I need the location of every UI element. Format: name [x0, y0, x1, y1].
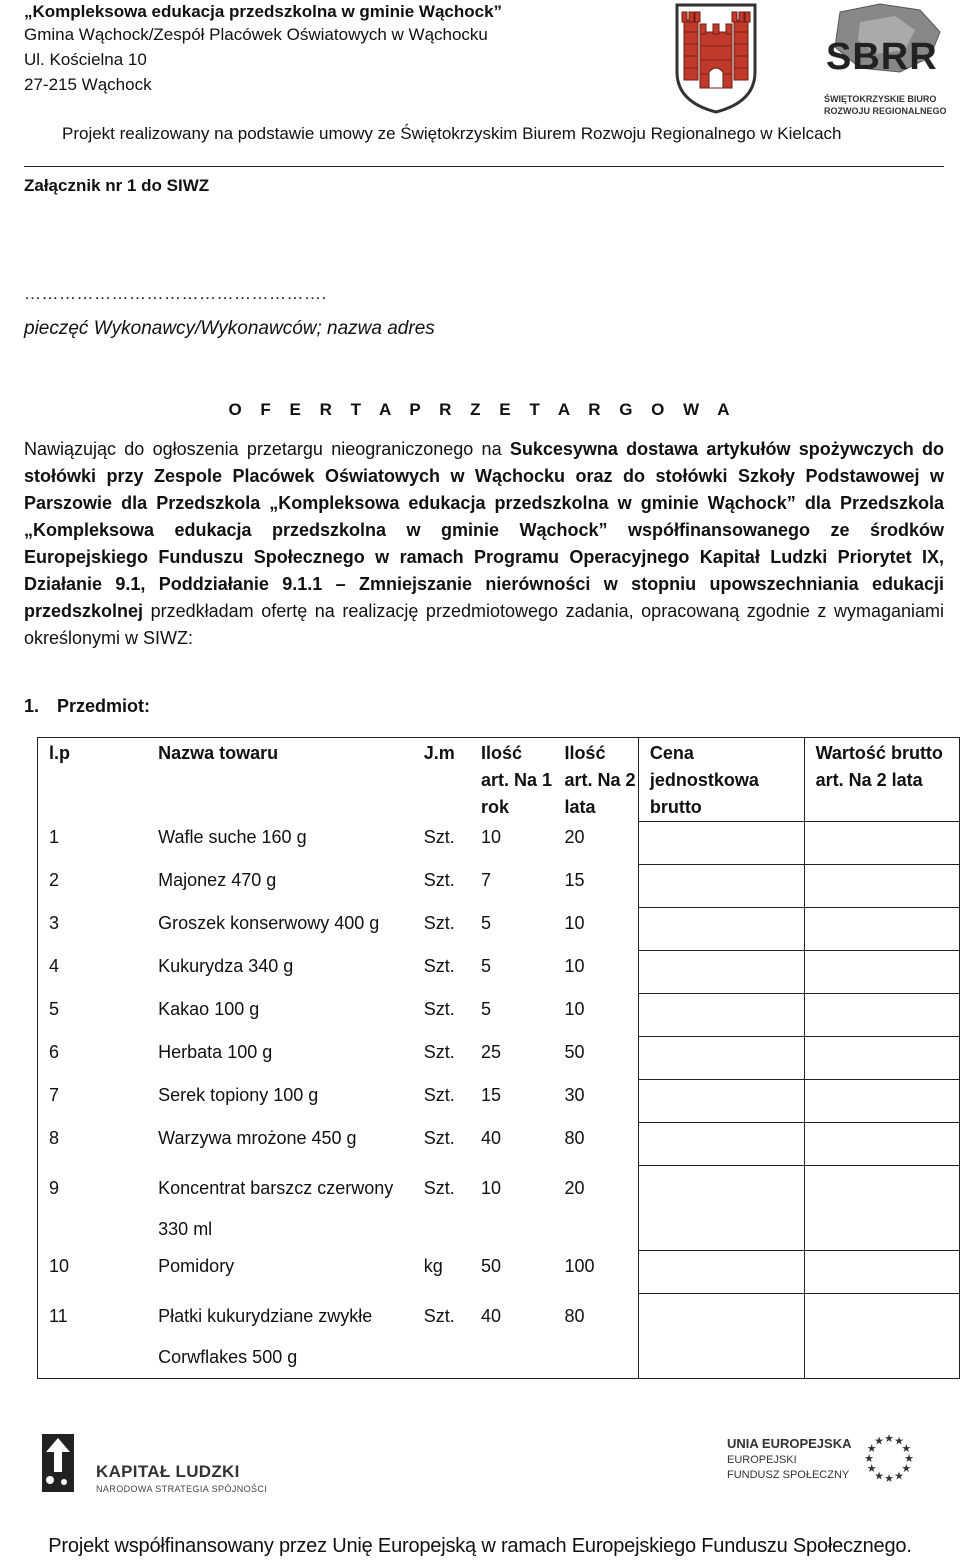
total-value-cell [804, 865, 959, 908]
goods-table [37, 737, 960, 1379]
cell-q2: 100 [564, 1255, 595, 1276]
eu-stars-icon [858, 1432, 920, 1489]
table-row [38, 1251, 960, 1294]
unit-price-cell [638, 865, 804, 908]
kapital-ludzki-logo-icon [36, 1432, 80, 1501]
table-row [38, 951, 960, 994]
header-street: Ul. Kościelna 10 [24, 50, 147, 69]
unit-price-cell [638, 1251, 804, 1294]
header-project-name: „Kompleksowa edukacja przedszkolna w gminie Wąchock” [24, 2, 503, 21]
cell-q2: 20 [564, 826, 585, 847]
cell-lp: 2 [38, 865, 148, 908]
cell-q2: 15 [564, 869, 585, 890]
cell-q1: 15 [481, 1084, 502, 1105]
header-qty-2-years: Ilość art. Na 2 lata [553, 738, 638, 822]
section-title: Przedmiot: [57, 696, 151, 716]
eu-star-icon: ★ [866, 1443, 877, 1455]
cell-q2: 10 [564, 998, 585, 1019]
cell-lp: 5 [38, 994, 148, 1037]
cell-jm: Szt. [423, 869, 455, 890]
eu-star-icon: ★ [884, 1473, 894, 1484]
cell-lp: 6 [38, 1037, 148, 1080]
ue-title: UNIA EUROPEJSKA [727, 1436, 852, 1451]
unit-price-cell [638, 822, 804, 865]
cell-jm: Szt. [423, 1084, 455, 1105]
intro-text-1: Nawiązując do ogłoszenia przetargu nieograniczonego na [24, 439, 510, 459]
cell-jm: Szt. [423, 998, 455, 1019]
unit-price-cell [638, 1123, 804, 1166]
total-value-cell [804, 1251, 959, 1294]
kapital-ludzki-subtitle: NARODOWA STRATEGIA SPÓJNOŚCI [96, 1484, 268, 1494]
eu-star-icon: ★ [904, 1453, 914, 1465]
stamp-label: pieczęć Wykonawcy/Wykonawców; nazwa adres [24, 318, 435, 339]
cell-q1: 40 [470, 1294, 553, 1379]
section-heading [24, 696, 168, 717]
wachock-crest-icon [674, 2, 758, 119]
cell-name: Warzywa mrożone 450 g [158, 1127, 357, 1148]
cell-q2: 20 [564, 1177, 585, 1198]
project-agreement-line: Projekt realizowany na podstawie umowy ze Świętokrzyskim Biurem Rozwoju Regionalnego w Kielcach [62, 124, 842, 143]
total-value-cell [804, 908, 959, 951]
total-value-cell [804, 822, 959, 865]
table-row [38, 908, 960, 951]
kapital-ludzki-title: KAPITAŁ LUDZKI [96, 1462, 240, 1481]
eu-star-icon: ★ [884, 1433, 894, 1445]
cell-q2: 50 [564, 1041, 585, 1062]
intro-text-bold: Sukcesywna dostawa artykułów spożywczych do stołówki przy Zespole Placówek Oświatowych w Wąchocku oraz do stołówki Szkoły Podstawowej w Parszowie dla Przedszkola „Kompleksowa edukacja przedszkolna w gminie Wąchock” dla Przedszkola „Kompleksowa edukacja przedszkolna w gminie Wąchock” współfinansowanego ze środków Europejskiego Funduszu Społecznego w ramach Programu Operacyjnego Kapitał Ludzki Priorytet IX, Działanie 9.1, Poddziałanie 9.1.1 – Zmniejszanie nierówności w stopniu upowszechniania edukacji przedszkolnej [24, 439, 944, 621]
header-institution: Gmina Wąchock/Zespół Placówek Oświatowych w Wąchocku [24, 25, 488, 44]
cell-q1: 25 [481, 1041, 502, 1062]
cell-jm: Szt. [423, 1127, 455, 1148]
cell-q2: 30 [564, 1084, 585, 1105]
cell-q1: 10 [481, 826, 502, 847]
cell-q2: 10 [564, 912, 585, 933]
cell-jm: kg [423, 1255, 443, 1276]
table-row [38, 1294, 960, 1379]
cell-q2: 10 [564, 955, 585, 976]
cell-q1: 50 [481, 1255, 502, 1276]
table-row [38, 1166, 960, 1251]
total-value-cell [804, 1123, 959, 1166]
eu-star-icon: ★ [894, 1435, 904, 1448]
cell-jm: Szt. [423, 1041, 455, 1062]
eu-star-icon: ★ [874, 1470, 884, 1483]
unit-price-cell [638, 951, 804, 994]
eu-star-icon: ★ [894, 1470, 904, 1483]
cell-name: Koncentrat barszcz czerwony 330 ml [158, 1177, 394, 1239]
table-row [38, 1123, 960, 1166]
header-name: Nazwa towaru [147, 738, 413, 822]
cell-jm: Szt. [423, 1177, 455, 1198]
cell-q1: 7 [481, 869, 492, 890]
cell-jm: Szt. [423, 955, 455, 976]
header-total-value: Wartość brutto art. Na 2 lata [804, 738, 959, 822]
cell-name: Wafle suche 160 g [158, 826, 307, 847]
eu-star-icon: ★ [901, 1443, 912, 1455]
table-row [38, 994, 960, 1037]
header-qty-1-year: Ilość art. Na 1 rok [470, 738, 553, 822]
eu-star-icon: ★ [901, 1463, 912, 1475]
intro-paragraph [24, 436, 944, 652]
unit-price-cell [638, 1166, 804, 1251]
unit-price-cell [638, 1037, 804, 1080]
table-row [38, 865, 960, 908]
cell-lp: 11 [38, 1294, 148, 1379]
table-row [38, 822, 960, 865]
total-value-cell [804, 1037, 959, 1080]
table-row [38, 1080, 960, 1123]
unit-price-cell [638, 908, 804, 951]
footer-cofinancing-text: Projekt współfinansowany przez Unię Europejską w ramach Europejskiego Funduszu Społecznego. [48, 1535, 912, 1557]
cell-jm: Szt. [423, 826, 455, 847]
annex-label: Załącznik nr 1 do SIWZ [24, 176, 210, 195]
sbrr-caption-2: ROZWOJU REGIONALNEGO [824, 106, 947, 116]
total-value-cell [804, 1080, 959, 1123]
cell-q2: 80 [564, 1127, 585, 1148]
cell-lp: 8 [38, 1123, 148, 1166]
cell-jm: Szt. [413, 1294, 470, 1379]
cell-q1: 5 [481, 912, 492, 933]
cell-lp: 7 [38, 1080, 148, 1123]
header-jm: J.m [413, 738, 470, 822]
offer-title: O F E R T A P R Z E T A R G O W A [228, 400, 732, 419]
cell-lp: 9 [38, 1166, 148, 1251]
cell-q1: 5 [481, 955, 492, 976]
header-postcode: 27-215 Wąchock [24, 75, 152, 94]
cell-name: Pomidory [158, 1255, 235, 1276]
eu-star-icon: ★ [874, 1435, 884, 1448]
total-value-cell [804, 951, 959, 994]
cell-name: Groszek konserwowy 400 g [158, 912, 380, 933]
intro-text-2: przedkładam ofertę na realizację przedmiotowego zadania, opracowaną zgodnie z wymaganiami określonymi w SIWZ: [24, 601, 944, 648]
cell-name: Serek topiony 100 g [158, 1084, 319, 1105]
cell-name: Płatki kukurydziane zwykłe Corwflakes 500 g [147, 1294, 413, 1379]
eu-star-icon: ★ [866, 1463, 877, 1475]
header-unit-price: Cena jednostkowa brutto [638, 738, 804, 822]
cell-lp: 1 [38, 822, 148, 865]
sbrr-logo-text: SBRR [826, 36, 938, 78]
unit-price-cell [638, 994, 804, 1037]
cell-q2: 80 [553, 1294, 638, 1379]
cell-q1: 5 [481, 998, 492, 1019]
header-lp: l.p [38, 738, 148, 822]
cell-jm: Szt. [423, 912, 455, 933]
eu-star-icon: ★ [864, 1453, 874, 1465]
cell-lp: 4 [38, 951, 148, 994]
unit-price-cell [638, 1080, 804, 1123]
stamp-dots: ……………………………………………. [24, 284, 327, 303]
sbrr-caption-1: ŚWIĘTOKRZYSKIE BIURO [824, 94, 937, 104]
cell-q1: 40 [481, 1127, 502, 1148]
unit-price-cell [638, 1294, 804, 1379]
ue-subtitle-1: EUROPEJSKI [727, 1454, 797, 1466]
sbrr-logo [820, 2, 954, 120]
cell-name: Kukurydza 340 g [158, 955, 294, 976]
ue-subtitle-2: FUNDUSZ SPOŁECZNY [727, 1469, 850, 1481]
cell-lp: 10 [38, 1251, 148, 1294]
cell-lp: 3 [38, 908, 148, 951]
table-header-row [38, 738, 960, 822]
total-value-cell [804, 994, 959, 1037]
header-divider [24, 166, 944, 167]
cell-name: Kakao 100 g [158, 998, 260, 1019]
cell-name: Herbata 100 g [158, 1041, 273, 1062]
section-number: 1. [24, 696, 40, 716]
cell-name: Majonez 470 g [158, 869, 277, 890]
total-value-cell [804, 1294, 959, 1379]
table-row [38, 1037, 960, 1080]
total-value-cell [804, 1166, 959, 1251]
cell-q1: 10 [481, 1177, 502, 1198]
